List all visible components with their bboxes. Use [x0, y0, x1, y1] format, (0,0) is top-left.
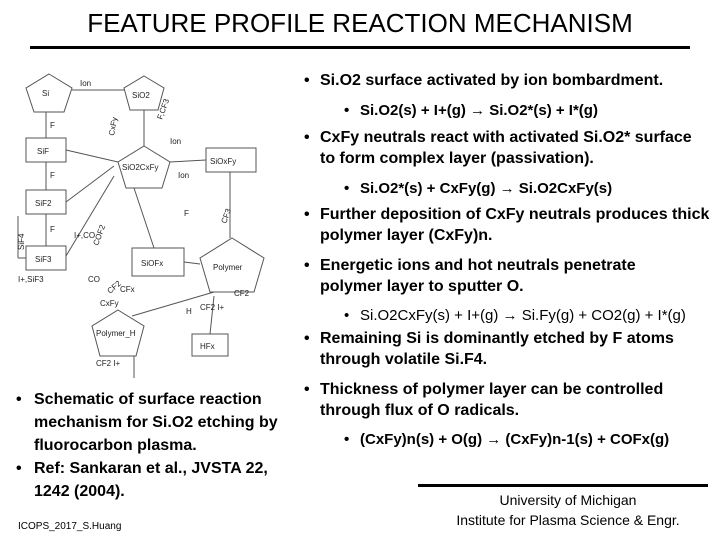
label-h: H	[186, 307, 192, 316]
node-polymer-h: Polymer_H	[96, 329, 136, 338]
label-cf2-2: CF2	[105, 278, 123, 296]
node-sio2: SiO2	[132, 91, 150, 100]
title-rule	[30, 46, 690, 49]
author-footer: ICOPS_2017_S.Huang	[18, 521, 122, 532]
university-footer	[418, 490, 718, 530]
bullet-2: • CxFy neutrals react with activated Si.O2* surface to form complex layer (passivation).	[304, 129, 692, 167]
bullet-4a: • Si.O2CxFy(s) + I+(g) → Si.Fy(g) + CO2(g) + I*(g)	[344, 307, 686, 324]
label-cf2-i2: CF2 I+	[200, 303, 225, 312]
caption-item: • Ref: Sankaran et al., JVSTA 22, 1242 (2004).	[16, 460, 268, 500]
label-cxfy-2: CxFy	[100, 299, 119, 308]
bullet-2a: • Si.O2*(s) + CxFy(g) → Si.O2CxFy(s)	[344, 180, 613, 197]
label-i-co: I+,CO	[74, 231, 96, 240]
bullet-1a: • Si.O2(s) + I+(g) → Si.O2*(s) + I*(g)	[344, 102, 598, 119]
node-sioxfy: SiOxFy	[210, 157, 237, 166]
label-sif4: SiF4	[17, 233, 26, 250]
label-cf2-i: CF2 I+	[96, 359, 121, 368]
bullet-4: • Energetic ions and hot neutrals penetrate polymer layer to sputter O.	[304, 257, 636, 295]
label-cxfy: CxFy	[107, 116, 120, 137]
bullet-6: • Thickness of polymer layer can be controlled through flux of O radicals.	[304, 381, 664, 419]
label-f-4: F	[184, 209, 189, 218]
label-f-3: F	[50, 225, 55, 234]
bullet-1: • Si.O2 surface activated by ion bombardment.	[304, 72, 664, 89]
university-name: University of Michigan	[499, 492, 637, 508]
label-cf3: CF3	[219, 207, 234, 225]
label-ic-sif3: I+,SiF3	[18, 275, 44, 284]
node-polymer: Polymer	[213, 263, 243, 272]
institute-name: Institute for Plasma Science & Engr.	[456, 512, 680, 528]
node-sio2cxfy: SiO2CxFy	[122, 163, 159, 172]
label-f-cf3: F,CF3	[155, 97, 172, 121]
node-sif: SiF	[37, 147, 49, 156]
label-co: CO	[88, 275, 100, 284]
diagram-caption	[14, 388, 304, 503]
bullet-3: • Further deposition of CxFy neutrals produces thick polymer layer (CxFy)n.	[304, 206, 710, 244]
bullet-5: • Remaining Si is dominantly etched by F atoms through volatile Si.F4.	[304, 330, 674, 368]
node-si: Si	[42, 89, 50, 98]
page-title: FEATURE PROFILE REACTION MECHANISM	[87, 8, 633, 38]
node-siofx: SiOFx	[141, 259, 164, 268]
label-ion-2: Ion	[178, 171, 190, 180]
label-cf2-1: CF2	[234, 289, 250, 298]
label-cfx: CFx	[120, 285, 135, 294]
footer-rule	[418, 484, 708, 487]
label-ion-1: Ion	[170, 137, 182, 146]
node-hfx: HFx	[200, 342, 215, 351]
node-sif2: SiF2	[35, 199, 52, 208]
bullet-6a: • (CxFy)n(s) + O(g) → (CxFy)n-1(s) + COFx(g)	[344, 431, 670, 448]
label-f-2: F	[50, 171, 55, 180]
node-sif3: SiF3	[35, 255, 52, 264]
caption-item: • Schematic of surface reaction mechanism for Si.O2 etching by fluorocarbon plasma.	[16, 391, 278, 454]
label-f-1: F	[50, 121, 55, 130]
reaction-diagram	[14, 66, 314, 386]
label-cof2: COF2	[91, 223, 108, 247]
label-ion: Ion	[80, 79, 92, 88]
